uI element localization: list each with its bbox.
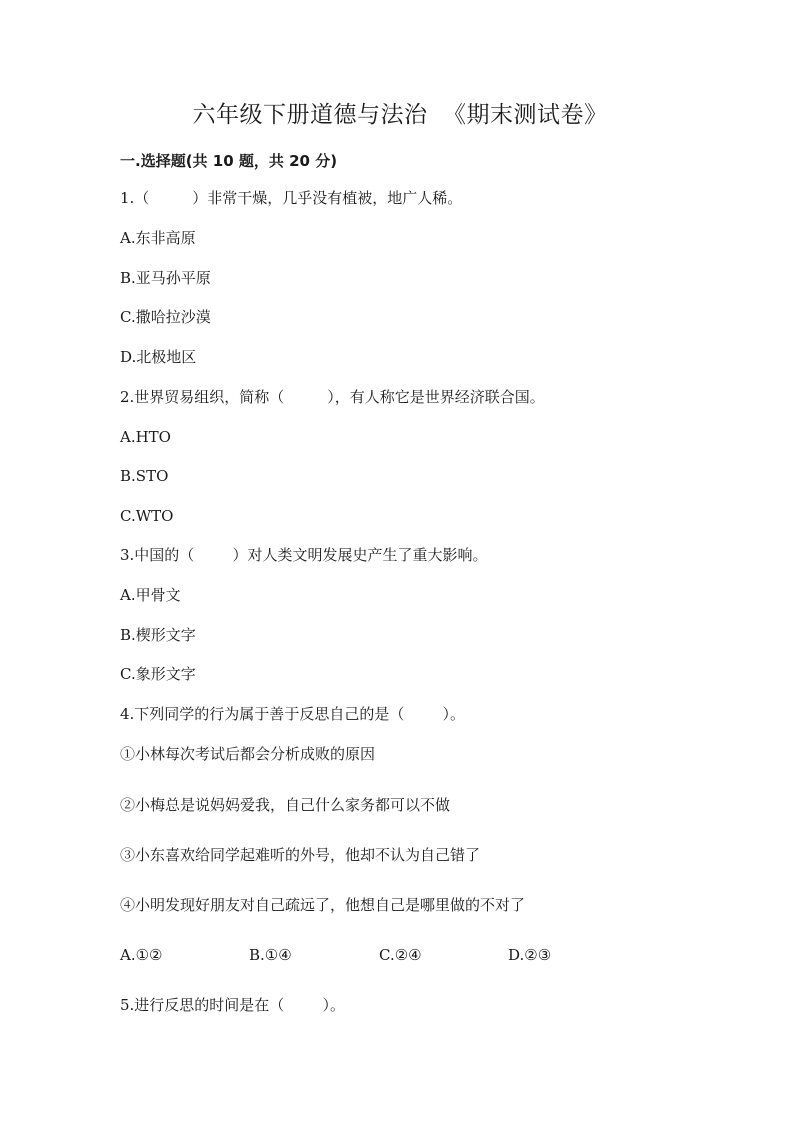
section-heading: 一.选择题(共 10 题，共 20 分) [120,152,338,170]
question-5-stem: 5.进行反思的时间是在（ ）。 [120,996,345,1014]
question-2-option-a: A.HTO [120,428,171,446]
question-2-stem: 2.世界贸易组织，简称（ ），有人称它是世界经济联合国。 [120,388,545,406]
question-3-option-c: C.象形文字 [120,665,196,683]
question-4-statement-2: ②小梅总是说妈妈爱我，自己什么家务都可以不做 [120,796,451,814]
question-4-option-d: D.②③ [508,946,552,964]
question-4-statement-1: ①小林每次考试后都会分析成败的原因 [120,745,376,763]
question-3-option-b: B.楔形文字 [120,626,196,644]
question-2-option-b: B.STO [120,467,169,485]
question-1-stem: 1.（ ）非常干燥，几乎没有植被，地广人稀。 [120,189,463,207]
question-2-option-c: C.WTO [120,507,174,525]
question-4-statement-3: ③小东喜欢给同学起难听的外号，他却不认为自己错了 [120,846,481,864]
exam-title: 六年级下册道德与法治 《期末测试卷》 [192,102,608,128]
question-4-stem: 4.下列同学的行为属于善于反思自己的是（ ）。 [120,705,465,723]
question-3-stem: 3.中国的（ ）对人类文明发展史产生了重大影响。 [120,546,488,564]
question-4-option-b: B.①④ [249,946,292,964]
question-1-option-b: B.亚马孙平原 [120,269,211,287]
question-4-option-c: C.②④ [379,946,422,964]
question-1-option-a: A.东非高原 [120,229,196,247]
question-4-option-a: A.①② [120,946,163,964]
question-4-statement-4: ④小明发现好朋友对自己疏远了，他想自己是哪里做的不对了 [120,896,526,914]
question-1-option-d: D.北极地区 [120,348,197,366]
question-3-option-a: A.甲骨文 [120,586,181,604]
question-1-option-c: C.撒哈拉沙漠 [120,308,211,326]
